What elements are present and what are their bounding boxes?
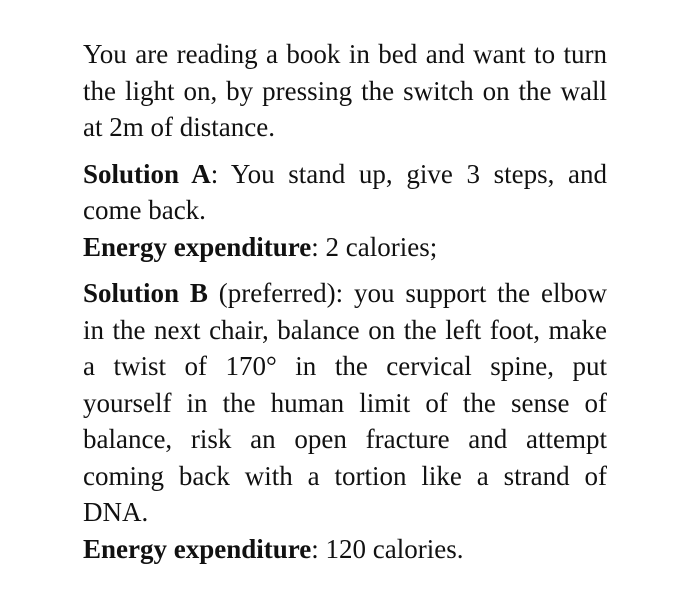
intro-paragraph: You are reading a book in bed and want to turn the light on, by pressing the switch on the wall at 2m of distance. [83, 39, 607, 142]
solution-a-text: : You stand up, give 3 steps, and come back. [83, 158, 607, 225]
solution-b-energy [83, 531, 607, 568]
solution-b-energy-label: Energy expenditure [83, 533, 312, 564]
solution-b-paragraph [83, 275, 607, 531]
solution-b-text: (preferred): you support the elbow in the next chair, balance on the left foot, make a twist of 170° in the cervical spine, put yourself in the human limit of the sense of balance, risk an open fracture and attempt coming back with a tortion like a strand of DNA. [83, 278, 607, 527]
solution-a-energy [83, 229, 607, 266]
solution-b-energy-value: : 120 calories. [311, 533, 464, 564]
solution-a-energy-label: Energy expenditure [83, 231, 312, 262]
solution-a-energy-value: : 2 calories; [311, 231, 438, 262]
solution-a-label: Solution A [83, 158, 211, 189]
solution-a-paragraph [83, 156, 607, 229]
document-page [83, 36, 607, 567]
solution-b-label: Solution B [83, 278, 208, 308]
